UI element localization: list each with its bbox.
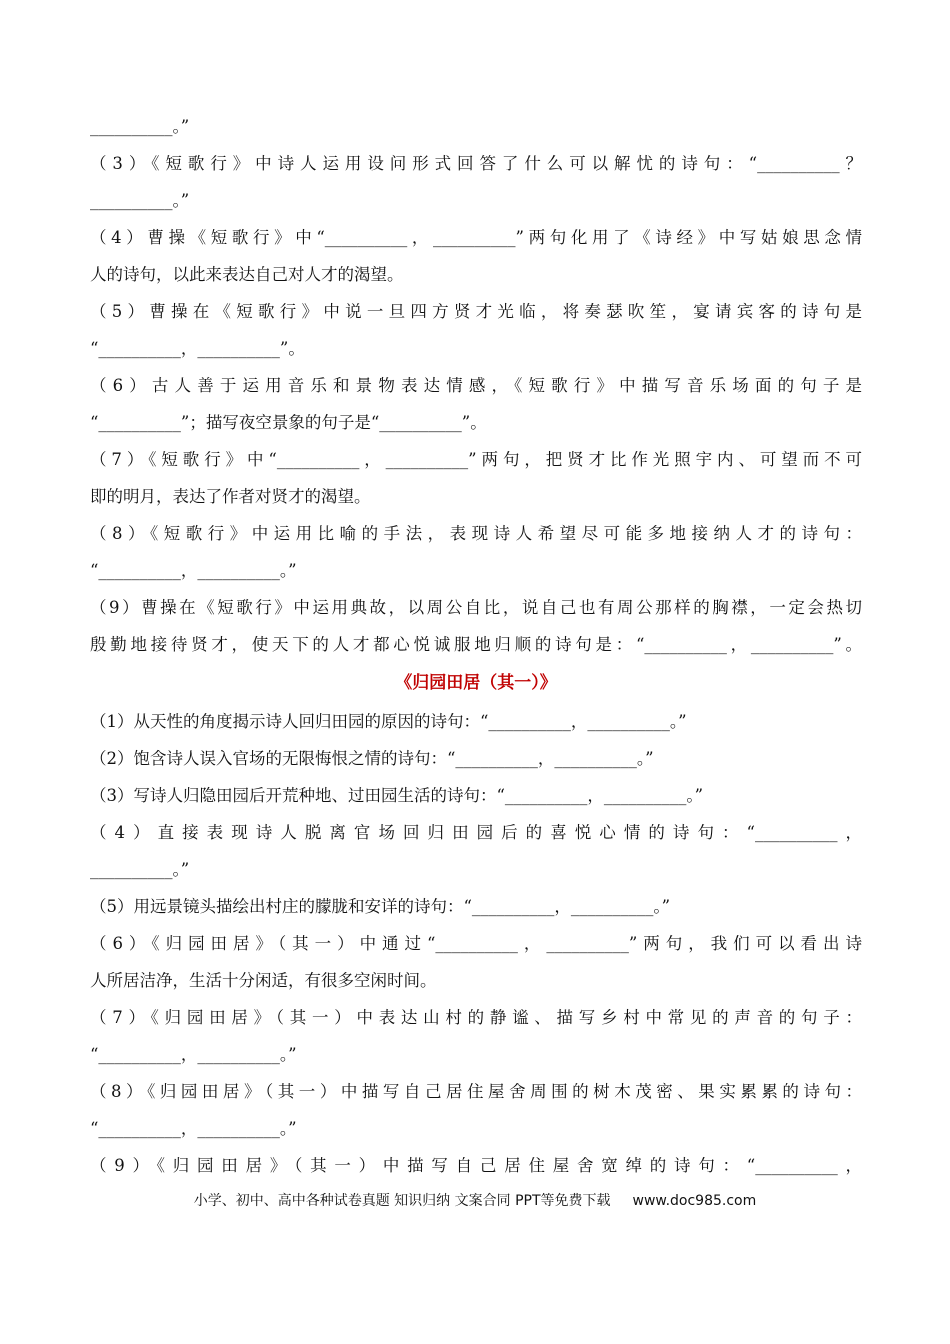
- text-line: （8）《归园田居》（其一）中描写自己居住屋舍周围的树木茂密、果实累累的诗句：: [90, 1082, 862, 1101]
- text-line: （4）直接表现诗人脱离官场回归田园后的喜悦心情的诗句：“__________，: [90, 823, 862, 842]
- text-line: __________。”: [90, 860, 190, 879]
- text-line: （6）《归园田居》（其一）中通过“__________，__________”两句，我们可以看出诗: [90, 934, 862, 953]
- text-line: （8）《短歌行》中运用比喻的手法，表现诗人希望尽可能多地接纳人才的诗句：: [90, 524, 862, 543]
- worksheet-content: [90, 108, 862, 1184]
- page-footer: [0, 1190, 950, 1210]
- text-line: 殷勤地接待贤才，使天下的人才都心悦诚服地归顺的诗句是：“__________，__________”。: [90, 635, 862, 654]
- text-line: 即的明月，表达了作者对贤才的渴望。: [90, 487, 371, 506]
- text-line: 人所居洁净，生活十分闲适，有很多空闲时间。: [90, 971, 437, 990]
- text-line: “__________，__________”。: [90, 339, 305, 358]
- text-line: （4）曹操《短歌行》中“__________，__________”两句化用了《诗经》中写姑娘思念情: [90, 228, 862, 247]
- text-line: （3）《短歌行》中诗人运用设问形式回答了什么可以解忧的诗句：“__________？: [90, 154, 862, 173]
- text-line: （9）曹操在《短歌行》中运用典故，以周公自比，说自己也有周公那样的胸襟，一定会热切: [90, 598, 862, 617]
- text-line: （2）饱含诗人误入官场的无限悔恨之情的诗句：“__________，__________。”: [90, 749, 654, 768]
- footer-url: www.doc985.com: [632, 1193, 757, 1209]
- text-line: “__________，__________。”: [90, 561, 297, 580]
- text-line: “__________”；描写夜空景象的句子是“__________”。: [90, 413, 487, 432]
- text-line: （3）写诗人归隐田园后开荒种地、过田园生活的诗句：“__________，__________。”: [90, 786, 704, 805]
- text-line: （9）《归园田居》（其一）中描写自己居住屋舍宽绰的诗句：“__________，: [90, 1156, 862, 1175]
- questions-duangexing: [90, 108, 862, 663]
- text-line: （5）曹操在《短歌行》中说一旦四方贤才光临，将奏瑟吹笙，宴请宾客的诗句是: [90, 302, 862, 321]
- text-line: “__________，__________。”: [90, 1045, 297, 1064]
- text-line: （5）用远景镜头描绘出村庄的朦胧和安详的诗句：“__________，__________。”: [90, 897, 671, 916]
- text-line: 人的诗句，以此来表达自己对人才的渴望。: [90, 265, 404, 284]
- questions-guiyuantianju: [90, 703, 862, 1184]
- text-line: __________。”: [90, 191, 190, 210]
- text-line: “__________，__________。”: [90, 1119, 297, 1138]
- text-line: （7）《短歌行》中“__________，__________”两句，把贤才比作光照宇内、可望而不可: [90, 450, 862, 469]
- text-line: （7）《归园田居》（其一）中表达山村的静谧、描写乡村中常见的声音的句子：: [90, 1008, 862, 1027]
- text-line: （6）古人善于运用音乐和景物表达情感，《短歌行》中描写音乐场面的句子是: [90, 376, 862, 395]
- footer-text: 小学、初中、高中各种试卷真题 知识归纳 文案合同 PPT等免费下载: [193, 1193, 611, 1209]
- section-title: 《归园田居（其一）》: [395, 673, 557, 693]
- text-line: __________。”: [90, 117, 190, 136]
- text-line: （1）从天性的角度揭示诗人回归田园的原因的诗句：“__________，__________。”: [90, 712, 687, 731]
